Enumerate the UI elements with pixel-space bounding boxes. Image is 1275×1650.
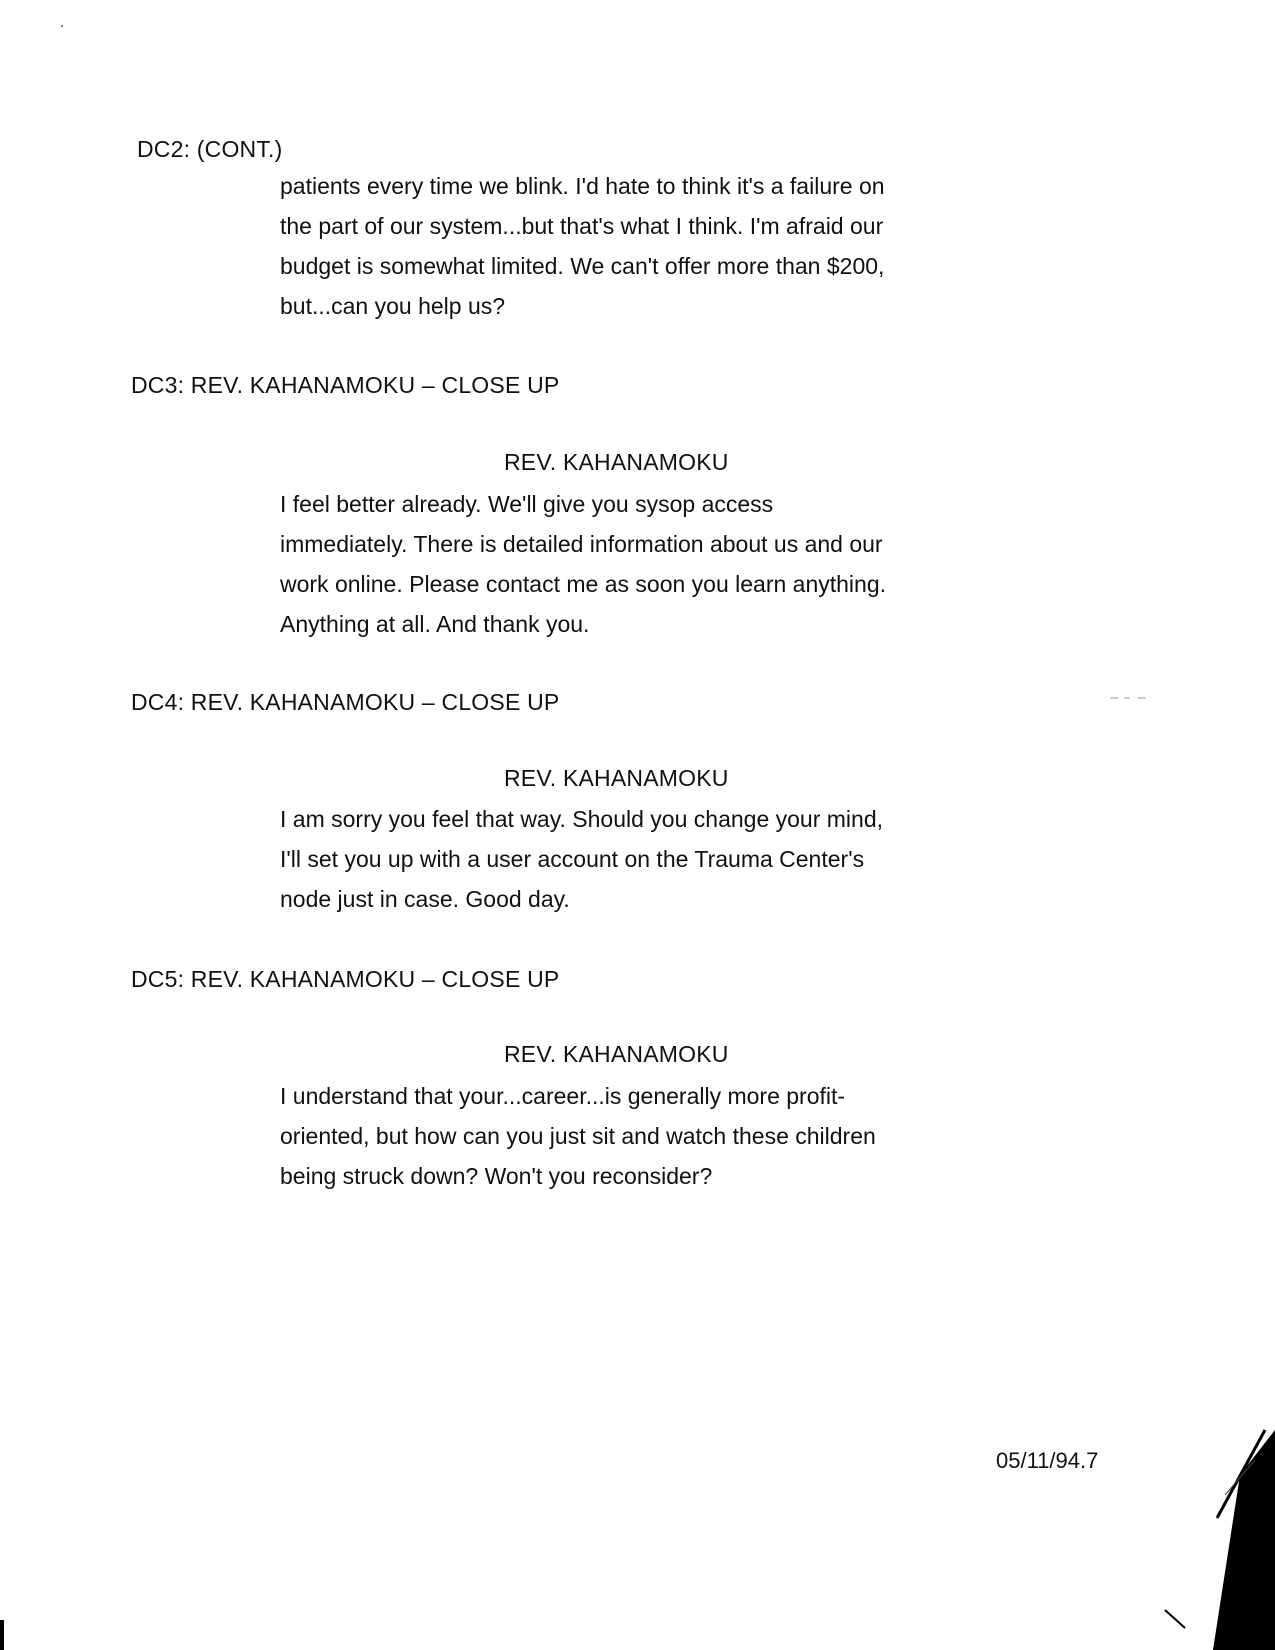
scene-heading-dc2: DC2: (CONT.) — [137, 136, 283, 162]
scene-heading-dc3: DC3: REV. KAHANAMOKU – CLOSE UP — [131, 372, 560, 398]
dialogue-line: but...can you help us? — [280, 293, 506, 319]
dialogue-line: I am sorry you feel that way. Should you change your mind, — [280, 806, 883, 832]
dialogue-line: Anything at all. And thank you. — [280, 611, 590, 637]
page-corner-shadow — [1105, 1420, 1275, 1650]
page-code: 05/11/94.7 — [996, 1448, 1099, 1473]
dialogue-line: patients every time we blink. I'd hate to think it's a failure on — [280, 173, 885, 199]
dialogue-line: node just in case. Good day. — [280, 886, 570, 912]
scene-heading-dc5: DC5: REV. KAHANAMOKU – CLOSE UP — [131, 966, 560, 992]
scan-speck — [60, 24, 64, 28]
character-name-dc5: REV. KAHANAMOKU — [504, 1041, 729, 1067]
character-name-dc3: REV. KAHANAMOKU — [504, 449, 729, 475]
character-name-dc4: REV. KAHANAMOKU — [504, 765, 729, 791]
dialogue-block-dc5 — [280, 1076, 980, 1196]
dialogue-line: I understand that your...career...is generally more profit- — [280, 1083, 846, 1109]
dialogue-block-dc2 — [280, 166, 980, 326]
dialogue-line: the part of our system...but that's what I think. I'm afraid our — [280, 213, 884, 239]
dialogue-line: being struck down? Won't you reconsider? — [280, 1163, 713, 1189]
scan-edge-mark — [0, 1620, 6, 1650]
dialogue-line: I feel better already. We'll give you sysop access — [280, 491, 774, 517]
dialogue-line: I'll set you up with a user account on the Trauma Center's — [280, 846, 865, 872]
dialogue-line: work online. Please contact me as soon you learn anything. — [280, 571, 887, 597]
dialogue-block-dc3 — [280, 484, 980, 644]
scene-heading-dc4: DC4: REV. KAHANAMOKU – CLOSE UP — [131, 689, 560, 715]
dialogue-block-dc4 — [280, 799, 980, 919]
dialogue-line: oriented, but how can you just sit and watch these children — [280, 1123, 876, 1149]
dialogue-line: immediately. There is detailed information about us and our — [280, 531, 883, 557]
dialogue-line: budget is somewhat limited. We can't offer more than $200, — [280, 253, 885, 279]
scan-speck — [1110, 695, 1150, 701]
